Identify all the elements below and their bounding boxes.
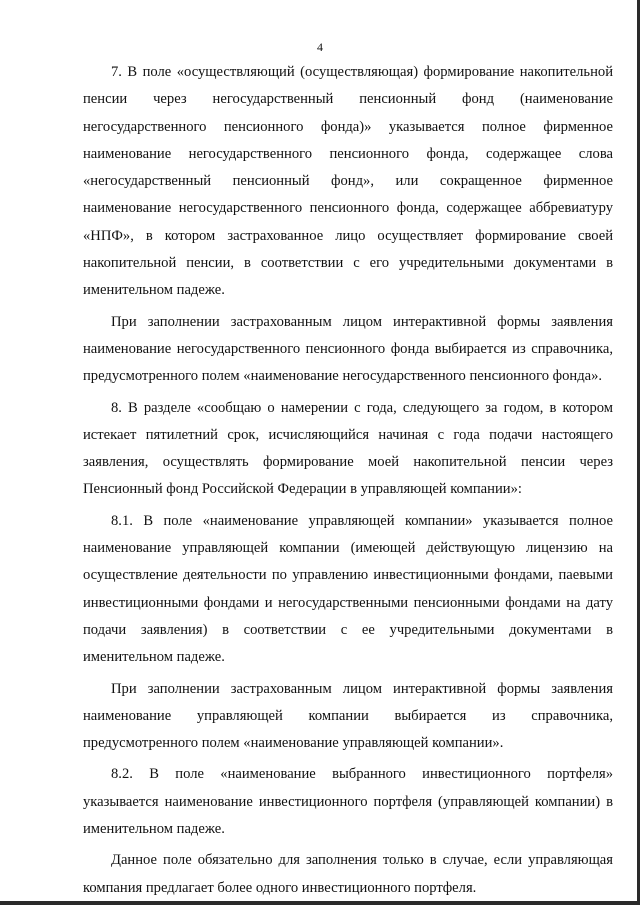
paragraph-8: 8. В разделе «сообщаю о намерении с года, следующего за годом, в котором истекает пятилетний срок, исчисляющийся начиная с года подачи настоящего заявления, осуществлять формирование моей накопительной пенсии через Пенсионный фонд Российской Федерации в управляющей компании»: [83,399,613,498]
paragraph-8-1: 8.1. В поле «наименование управляющей компании» указывается полное наименование управляющей компании (имеющей действующую лицензию на осуществление деятельности по управлению инвестиционными фондами, паевыми инвестиционными фондами и негосударственными пенсионными фондами на дату подачи заявления) в соответствии с ее учредительными документами в именительном падеже. [83,512,613,666]
page-number: 4 [317,40,323,54]
paragraph-7: 7. В поле «осуществляющий (осуществляющая) формирование накопительной пенсии через негосударственный пенсионный фонд (наименование негосударственного пенсионного фонда)» указывается полное фирменное наименование негосударственного пенсионного фонда, содержащее слова «негосударственный пенсионный фонд», или сокращенное фирменное наименование негосударственного пенсионного фонда, содержащее аббревиатуру «НПФ», в котором застрахованное лицо осуществляет формирование своей накопительной пенсии, в соответствии с его учредительными документами в именительном падеже. [83,64,613,299]
paragraph-7-interactive-form: При заполнении застрахованным лицом интерактивной формы заявления наименование негосударственного пенсионного фонда выбирается из справочника, предусмотренного полем «наименование негосударственного пенсионного фонда». [83,313,613,385]
paragraph-8-1-interactive-form: При заполнении застрахованным лицом интерактивной формы заявления наименование управляющей компании выбирается из справочника, предусмотренного полем «наименование управляющей компании». [83,680,613,752]
paragraph-8-2: 8.2. В поле «наименование выбранного инвестиционного портфеля» указывается наименование инвестиционного портфеля (управляющей компании) в именительном падеже. [83,766,613,838]
paragraph-8-2-note: Данное поле обязательно для заполнения только в случае, если управляющая компания предлагает более одного инвестиционного портфеля. [83,852,613,896]
document-body [83,59,613,902]
scan-edge-bottom [0,901,640,905]
